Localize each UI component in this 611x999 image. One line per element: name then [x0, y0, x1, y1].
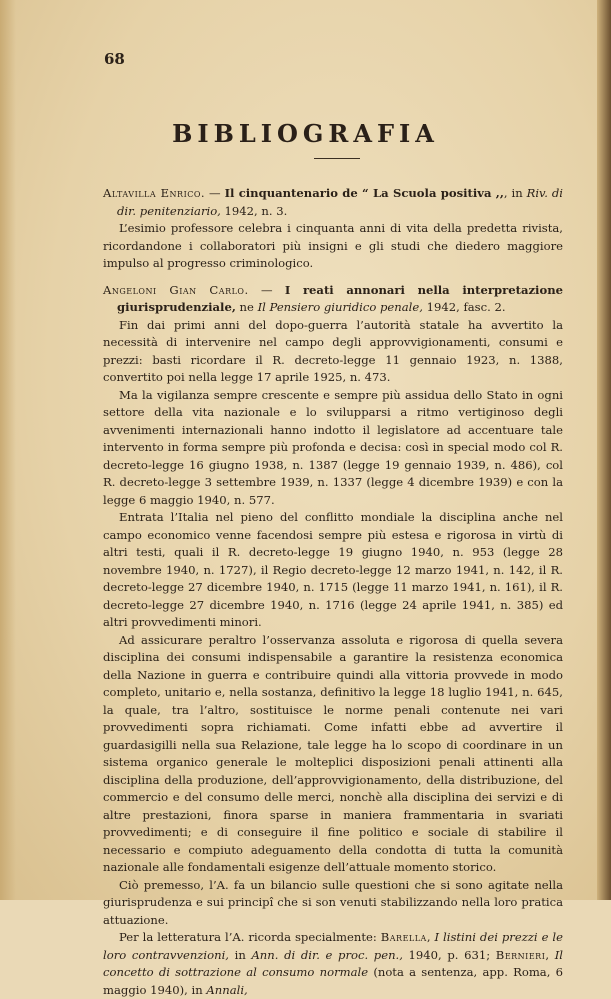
entry-paragraph: Ad assicurare peraltro l’osservanza assoluta e rigorosa di quella severa disciplina dei consumi indispensabile a garantire la resistenza economica della Nazione in guerra e contribuire quindi alla vittoria provvede in modo completo, unitario e, nella sostanza, definitivo la legge 18 luglio 1941, n. 645, la quale, tra l’altro, sostituisce le norme penali contenute nei vari provvedimenti sopra richiamati. Come infatti ebbe ad avvertire il guardasigilli nella sua Relazione, tale legge ha lo scopo di coordinare in un sistema organico generale le molteplici disposizioni penali attinenti alla disciplina della produzione, dell’approvvigionamento, della distribuzione, del commercio e del consumo delle merci, nonchè alla disciplina dei servizi e di altre prestazioni, finora sparse in maniera frammentaria in svariati provvedimenti; e di conseguire il fine politico e sociale di stabilire il necessario e compiuto adeguamento della condotta di tutta la comunità nazionale alle fondamentali esigenze dell’attuale momento storico. [103, 632, 563, 874]
entry-title: Il cinquantenario de “ La Scuola positiva ,, [224, 186, 504, 200]
text-body [103, 185, 563, 999]
entry-heading [103, 282, 563, 317]
entry-dash: — [248, 282, 285, 297]
lit-journal: Ann. di dir. e proc. pen., [251, 947, 403, 962]
lit-citation: 1940, p. 631; [402, 947, 496, 962]
entry-journal: Riv. di dir. penitenziario, [117, 186, 563, 218]
lit-author: Barella [380, 930, 427, 944]
entry-author: Angeloni Gian Carlo. [103, 282, 249, 297]
entry-citation: 1942, n. 3. [220, 203, 288, 218]
entry-title: I reati annonari nella interpretazione giurisprudenziale, [117, 282, 564, 314]
lit-title: Il concetto di sottrazione al consumo normale [103, 947, 563, 979]
entry-in: , in [503, 186, 527, 200]
entry-ne: ne [235, 300, 258, 314]
entry-heading [103, 185, 563, 220]
entry-paragraph: Entrata l’Italia nel pieno del conflitto mondiale la disciplina anche nel campo economico venne facendosi sempre più estesa e rigorosa in virtù di altri testi, quali il R. decreto-legge 19 giugno 1940, n. 953 (legge 28 novembre 1940, n. 1727), il Regio decreto-legge 12 marzo 1941, n. 142, il R. decreto-legge 27 dicembre 1940, n. 1715 (legge 11 marzo 1941, n. 161), il R. decreto-legge 27 dicembre 1940, n. 1716 (legge 24 aprile 1941, n. 385) ed altri provvedimenti minori. [103, 510, 563, 629]
lit-citation: (nota a sentenza, app. Roma, 6 maggio 1940), in [103, 965, 564, 997]
lit-journal: Annali, [206, 982, 248, 997]
title-rule [314, 158, 360, 159]
lit-title: I listini dei prezzi e le loro contravvenzioni, [103, 930, 563, 962]
page-number: 68 [104, 50, 125, 68]
entry-paragraph: Per la letteratura l’A. ricorda specialmente: Barella, I listini dei prezzi e le loro contravvenzioni, in Ann. di dir. e proc. pen., 1940, p. 631; Bernieri, Il concetto di sottrazione al consumo normale (nota a sentenza, app. Roma, 6 maggio 1940), in Annali, [103, 930, 564, 997]
entry-paragraph: L’esimio professore celebra i cinquanta anni di vita della predetta rivista, ricordandone i collaboratori più insigni e gli studi che diedero maggiore impulso al progresso criminologico. [103, 221, 563, 270]
lit-author: Bernieri [495, 947, 546, 962]
entry-paragraph: Ciò premesso, l’A. fa un bilancio sulle questioni che si sono agitate nella giurisprudenza e sui principî che si son venuti stabilizzando nella loro pratica attuazione. [103, 877, 563, 927]
entry-journal: Il Pensiero giuridico penale, [257, 300, 423, 314]
section-title: BIBLIOGRAFIA [172, 119, 439, 148]
lit-lead: Per la letteratura l’A. ricorda specialmente: [119, 930, 381, 944]
entry-author: Altavilla Enrico. [103, 186, 206, 200]
entry-paragraph: Ma la vigilanza sempre crescente e sempre più assidua dello Stato in ogni settore della vita nazionale e lo svilupparsi a ritmo vertiginoso degli avvenimenti internazionali hanno indotto il legislatore ad accentuare tale intervento in forma sempre più profonda e decisa: così in special modo col R. decreto-legge 16 giugno 1938, n. 1387 (legge 19 gennaio 1939, n. 486), col R. decreto-legge 3 settembre 1939, n. 1337 (legge 4 dicembre 1939) e con la legge 6 maggio 1940, n. 577. [103, 387, 563, 507]
lit-in: in [228, 947, 252, 962]
entry-paragraph: Fin dai primi anni del dopo-guerra l’autorità statale ha avvertito la necessità di intervenire nel campo degli approvvigionamenti, consumi e prezzi: basti ricordare il R. decreto-legge 11 gennaio 1923, n. 1388, convertito poi nella legge 17 aprile 1925, n. 473. [103, 317, 563, 384]
entry-dash: — [205, 186, 225, 200]
entry-citation: 1942, fasc. 2. [422, 300, 506, 314]
